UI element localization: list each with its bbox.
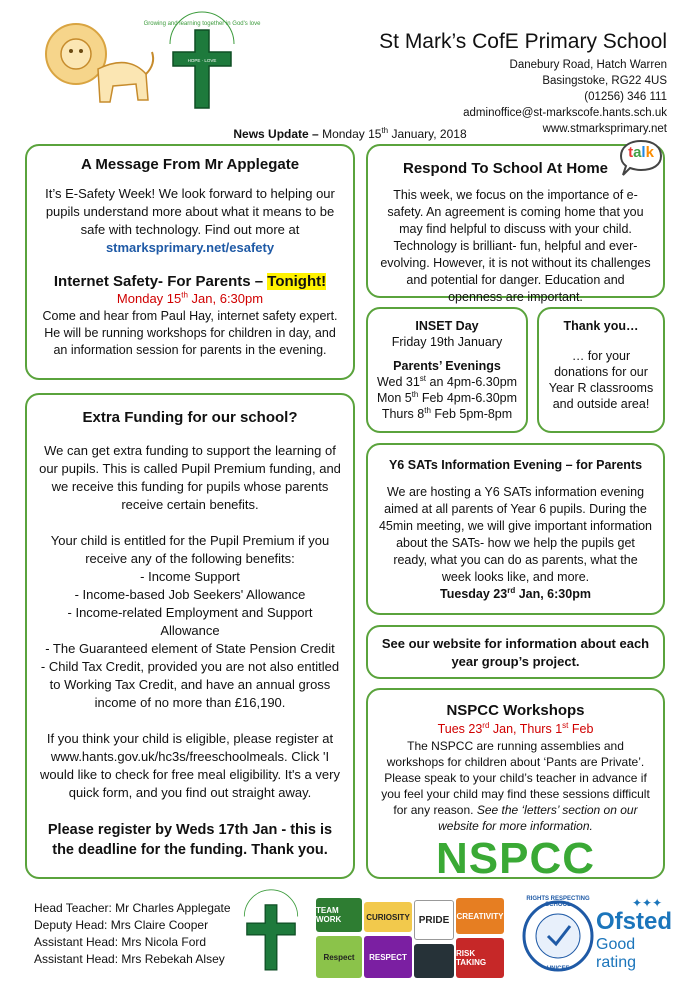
staff-list (34, 900, 231, 968)
school-name: St Mark’s CofE Primary School (379, 30, 667, 53)
benefit-item: - Income-related Employment and Support Allowance (67, 605, 313, 638)
deputy-head: Deputy Head: Mrs Claire Cooper (34, 918, 209, 932)
sats-box (366, 443, 665, 615)
evening-item: Mon 5th Feb 4pm-6.30pm (376, 389, 518, 405)
sats-title: Y6 SATs Information Evening – for Parents (388, 458, 643, 472)
benefit-item: - Child Tax Credit, provided you are not also entitled to Working Tax Credit, and have an annual gross income of no more than £16,190. (40, 659, 340, 710)
funding-deadline: Please register by Weds 17th Jan - this is the deadline for the funding. Thank you. (47, 822, 333, 858)
thank-you-title: Thank you… (563, 319, 639, 333)
ofsted-stars-icon: ✦✦✦ (632, 896, 663, 910)
benefit-item: - The Guaranteed element of State Pension Credit (45, 641, 335, 656)
funding-box (25, 393, 355, 879)
school-crest (143, 16, 261, 114)
phone-number: (01256) 346 111 (584, 91, 667, 103)
address-line: Danebury Road, Hatch Warren (509, 59, 667, 71)
respond-title: Respond To School At Home (403, 160, 608, 177)
value-pride: PRIDE (414, 900, 454, 940)
sats-date: Tuesday 23rd Jan, 6:30pm (440, 585, 591, 601)
website-text[interactable]: See our website for information about each year group’s project. (381, 636, 650, 669)
applegate-title: A Message From Mr Applegate (80, 156, 300, 173)
inset-date: Friday 19th January (391, 335, 503, 349)
evening-item: Thurs 8th Feb 5pm-8pm (381, 405, 513, 421)
news-update-line: News Update – Monday 15th January, 2018 (233, 126, 467, 141)
benefit-item: - Income-based Job Seekers' Allowance (74, 587, 306, 602)
evening-item: Wed 31st an 4pm-6.30pm (376, 373, 518, 389)
sats-text: We are hosting a Y6 SATs information evening aimed at all parents of Year 6 pupils. During the 45min meeting, we will give important information about the SATs- how we help the pupils get ready, what you can do as parents, what the week looks like, and more. (378, 485, 653, 584)
lion-logo (38, 14, 158, 114)
nspcc-box (366, 688, 665, 883)
talk-icon (619, 138, 663, 178)
svg-text:Growing and learning together: Growing and learning together in God's love (143, 21, 261, 27)
value-creativity: CREATIVITY (456, 898, 504, 934)
nspcc-title: NSPCC Workshops (446, 702, 585, 719)
thank-you-text: … for your donations for our Year R classrooms and outside area! (548, 349, 654, 411)
footer-crest (236, 893, 306, 975)
address-line: Basingstoke, RG22 4US (542, 75, 667, 87)
inset-box (366, 307, 528, 433)
rrs-unicef: UNICEF (546, 966, 570, 972)
svg-text:HOPE · LOVE: HOPE · LOVE (187, 58, 217, 63)
talk-label: talk (628, 144, 654, 161)
value-respect: RESPECT (364, 936, 412, 978)
website-box (366, 625, 665, 679)
website-link[interactable]: www.stmarksprimary.net (542, 123, 667, 135)
parents-evenings-title: Parents’ Evenings (393, 359, 501, 373)
assistant-head: Assistant Head: Mrs Rebekah Alsey (34, 952, 225, 966)
respond-text: This week, we focus on the importance of e-safety. An agreement is coming home that you may find helpful to discuss with your child. Technology is brilliant- fun, helpful and ever-evolving. However, it is not without its challenges and potential for danger. Education and openness are important. (380, 188, 651, 304)
value-curiosity: CURIOSITY (364, 902, 412, 932)
applegate-text: It’s E-Safety Week! We look forward to helping our pupils understand more about what it means to be safe with technology. Find out more at (45, 186, 335, 237)
news-update-label: News Update – (233, 127, 319, 141)
funding-entitled: Your child is entitled for the Pupil Premium if you receive any of the following benefits: (50, 533, 330, 566)
nspcc-logo: NSPCC (435, 834, 596, 883)
ofsted-name: Ofsted (596, 908, 673, 935)
value-risk-taking: RISK TAKING (456, 938, 504, 978)
value-teamwork: TEAM WORK (316, 898, 362, 932)
ofsted-rating: Good rating (596, 936, 637, 971)
funding-register: If you think your child is eligible, please register at www.hants.gov.uk/hc3s/freeschoolmeals. Click 'I would like to check for free meal eligibility. It's a very quick form, and you find out straight away. (40, 731, 340, 800)
school-address (463, 57, 667, 137)
email-link[interactable]: adminoffice@st-markscofe.hants.sch.uk (463, 107, 667, 119)
benefit-item: - Income Support (140, 569, 240, 584)
internet-safety-date: Monday 15th Jan, 6:30pm (116, 290, 264, 306)
ofsted-logo (596, 896, 676, 971)
nspcc-dates: Tues 23rd Jan, Thurs 1st Feb (437, 720, 594, 736)
applegate-message-box (25, 144, 355, 380)
head-teacher: Head Teacher: Mr Charles Applegate (34, 901, 231, 915)
funding-title: Extra Funding for our school? (82, 409, 298, 426)
thank-you-box (537, 307, 665, 433)
internet-safety-title: Internet Safety- For Parents – Tonight! (53, 273, 327, 290)
funding-intro: We can get extra funding to support the learning of our pupils. This is called Pupil Premium funding, and we receive this funding for pupils whose parents receive certain benefits. (39, 443, 341, 512)
rrs-text: RIGHTS RESPECTING SCHOOL (526, 896, 590, 908)
inset-title: INSET Day (415, 319, 479, 333)
nspcc-text: The NSPCC are running assemblies and workshops for children about ‘Pants are Private’. Please speak to your child’s teacher in advance if you feel your child may find these sessions difficult for any reason. See the ‘letters’ section on our website for more information. (381, 739, 650, 833)
internet-safety-body: Come and hear from Paul Hay, internet safety expert. He will be running workshops for children in day, and an information session for parents in the evening. (42, 309, 338, 357)
school-values-collage (316, 898, 506, 980)
esafety-link[interactable]: stmarksprimary.net/esafety (105, 240, 275, 255)
rights-respecting-badge (520, 894, 596, 978)
assistant-head: Assistant Head: Mrs Nicola Ford (34, 935, 207, 949)
value-respect-small: Respect (316, 936, 362, 978)
value-animal (414, 944, 454, 978)
